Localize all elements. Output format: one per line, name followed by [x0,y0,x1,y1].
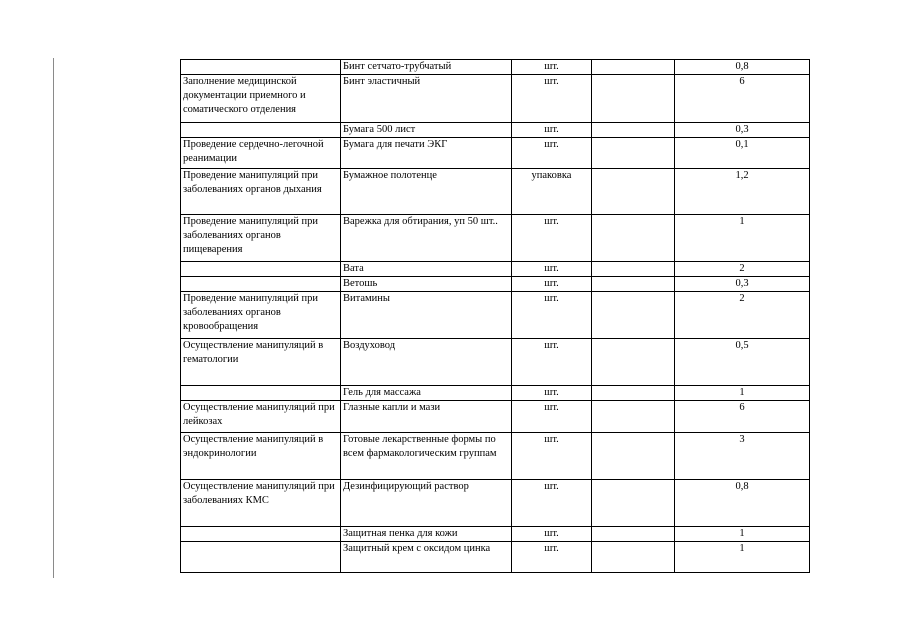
item-cell: Бумага для печати ЭКГ [341,138,512,169]
empty-cell [592,433,675,480]
empty-cell [592,215,675,262]
table-row [181,386,810,401]
quantity-cell: 0,8 [675,480,810,527]
quantity-cell: 6 [675,401,810,433]
procedure-cell [181,386,341,401]
unit-cell: шт. [512,527,592,542]
quantity-cell: 1 [675,542,810,573]
unit-cell: шт. [512,60,592,75]
item-cell: Бинт эластичный [341,75,512,123]
item-cell: Глазные капли и мази [341,401,512,433]
unit-cell: шт. [512,277,592,292]
quantity-cell: 1 [675,527,810,542]
empty-cell [592,339,675,386]
unit-cell: шт. [512,215,592,262]
empty-cell [592,277,675,292]
procedure-cell: Осуществление манипуляций в эндокринологии [181,433,341,480]
empty-cell [592,480,675,527]
empty-cell [592,262,675,277]
procedure-cell: Проведение манипуляций при заболеваниях органов пищеварения [181,215,341,262]
item-cell: Бумага 500 лист [341,123,512,138]
table-row [181,277,810,292]
quantity-cell: 0,8 [675,60,810,75]
empty-cell [592,169,675,215]
unit-cell: шт. [512,480,592,527]
quantity-cell: 2 [675,262,810,277]
procedure-cell [181,527,341,542]
table-row [181,138,810,169]
table-row [181,292,810,339]
procedure-cell [181,60,341,75]
unit-cell: упаковка [512,169,592,215]
item-cell: Защитный крем с оксидом цинка [341,542,512,573]
empty-cell [592,386,675,401]
unit-cell: шт. [512,75,592,123]
unit-cell: шт. [512,401,592,433]
table-row [181,169,810,215]
item-cell: Готовые лекарственные формы по всем фармакологическим группам [341,433,512,480]
empty-cell [592,138,675,169]
procedure-cell [181,262,341,277]
empty-cell [592,292,675,339]
empty-cell [592,542,675,573]
item-cell: Дезинфицирующий раствор [341,480,512,527]
quantity-cell: 1 [675,386,810,401]
procedure-cell: Заполнение медицинской документации приемного и соматического отделения [181,75,341,123]
table-row [181,542,810,573]
table-row [181,339,810,386]
unit-cell: шт. [512,138,592,169]
item-cell: Вата [341,262,512,277]
empty-cell [592,401,675,433]
quantity-cell: 0,3 [675,277,810,292]
table-row [181,262,810,277]
empty-cell [592,527,675,542]
quantity-cell: 0,3 [675,123,810,138]
table-row [181,401,810,433]
quantity-cell: 0,1 [675,138,810,169]
procedure-cell: Осуществление манипуляций в гематологии [181,339,341,386]
unit-cell: шт. [512,262,592,277]
unit-cell: шт. [512,292,592,339]
table-row [181,75,810,123]
quantity-cell: 3 [675,433,810,480]
quantity-cell: 0,5 [675,339,810,386]
unit-cell: шт. [512,339,592,386]
supplies-table [180,59,810,573]
procedure-cell: Осуществление манипуляций при лейкозах [181,401,341,433]
table-row [181,527,810,542]
table-row [181,60,810,75]
table-row [181,215,810,262]
unit-cell: шт. [512,433,592,480]
quantity-cell: 1,2 [675,169,810,215]
item-cell: Варежка для обтирания, уп 50 шт.. [341,215,512,262]
procedure-cell: Проведение манипуляций при заболеваниях органов дыхания [181,169,341,215]
quantity-cell: 1 [675,215,810,262]
procedure-cell [181,277,341,292]
item-cell: Воздуховод [341,339,512,386]
procedure-cell [181,542,341,573]
empty-cell [592,75,675,123]
procedure-cell: Проведение манипуляций при заболеваниях органов кровообращения [181,292,341,339]
procedure-cell [181,123,341,138]
empty-cell [592,123,675,138]
procedure-cell: Осуществление манипуляций при заболеваниях КМС [181,480,341,527]
item-cell: Защитная пенка для кожи [341,527,512,542]
quantity-cell: 6 [675,75,810,123]
unit-cell: шт. [512,542,592,573]
item-cell: Бумажное полотенце [341,169,512,215]
table-row [181,433,810,480]
item-cell: Витамины [341,292,512,339]
empty-cell [592,60,675,75]
item-cell: Ветошь [341,277,512,292]
table-row [181,123,810,138]
item-cell: Гель для массажа [341,386,512,401]
unit-cell: шт. [512,123,592,138]
procedure-cell: Проведение сердечно-легочной реанимации [181,138,341,169]
item-cell: Бинт сетчато-трубчатый [341,60,512,75]
unit-cell: шт. [512,386,592,401]
table-row [181,480,810,527]
page-margin-line [53,58,54,578]
quantity-cell: 2 [675,292,810,339]
